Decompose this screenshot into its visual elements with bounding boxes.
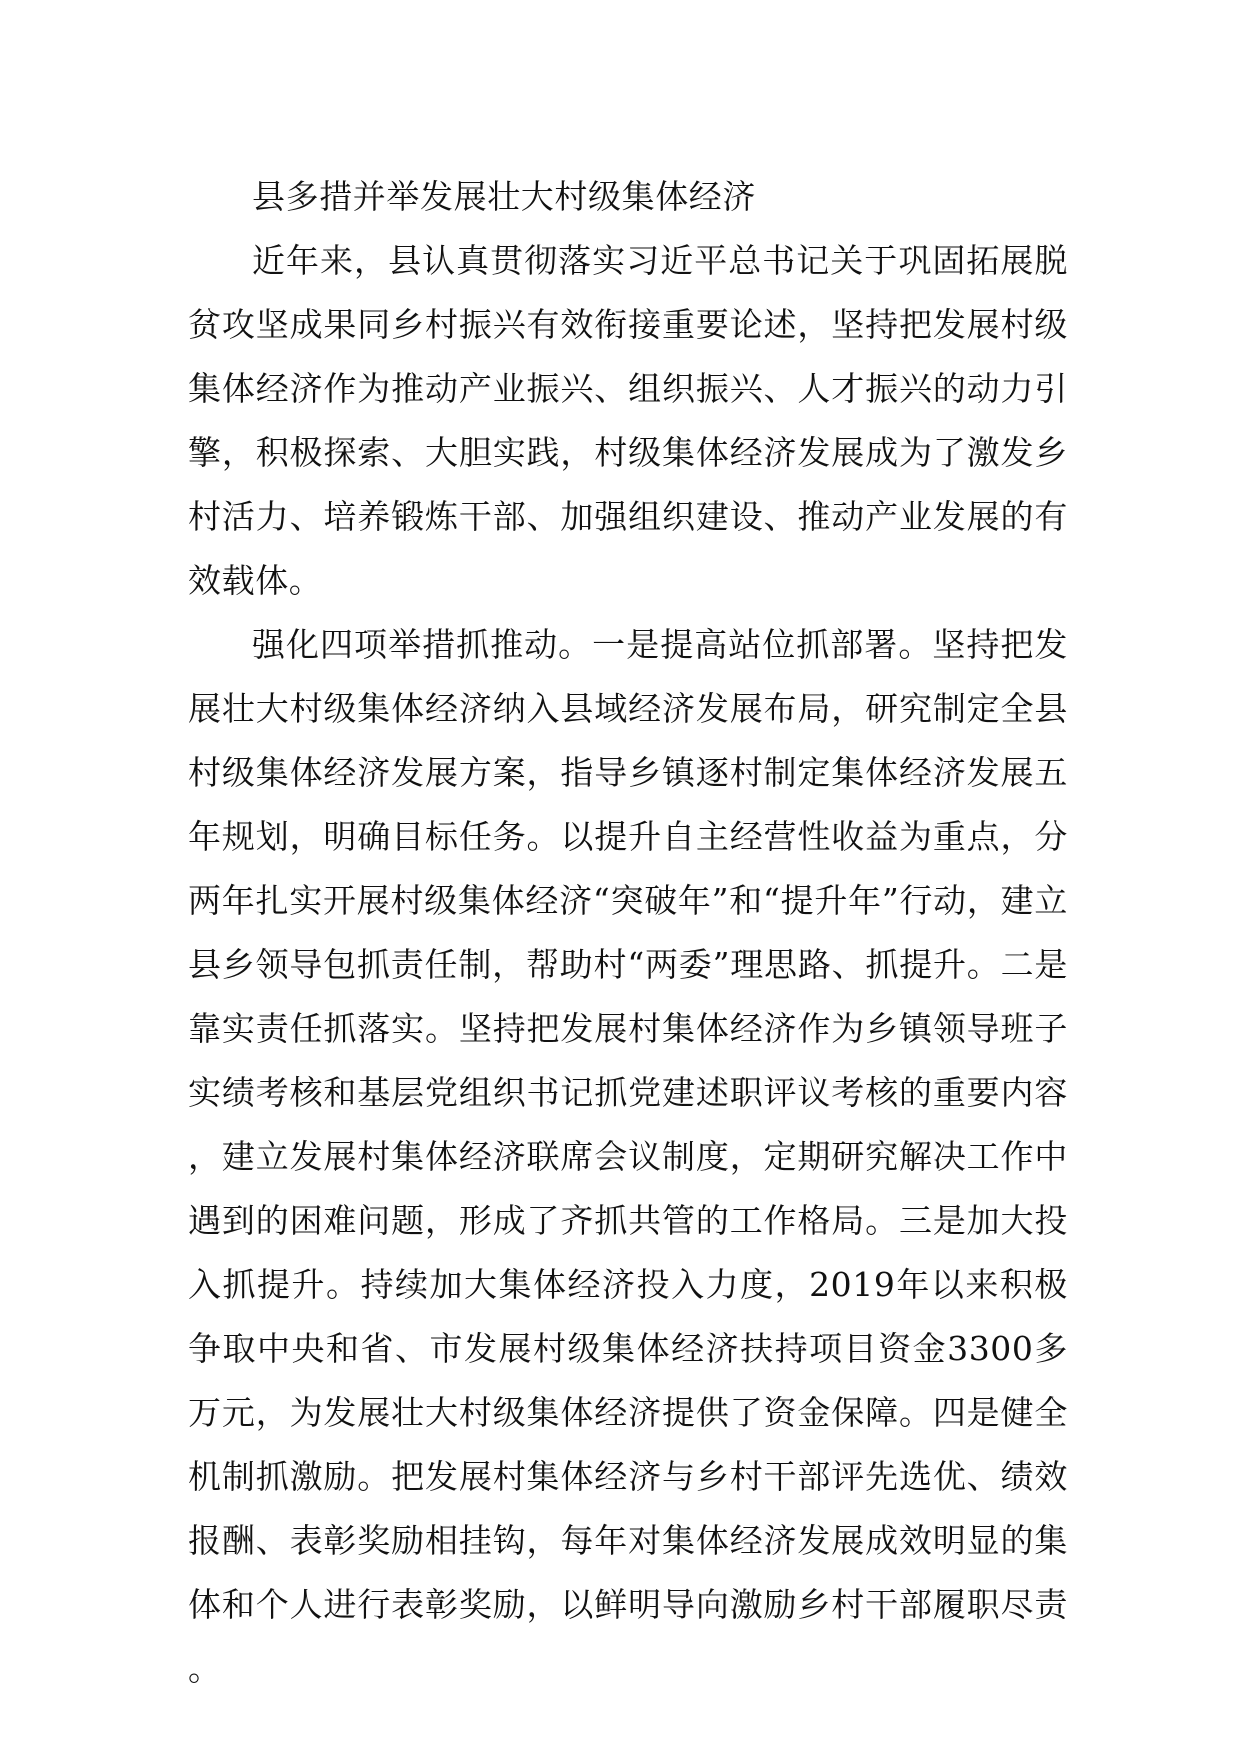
paragraph-measures: 强化四项举措抓推动。一是提高站位抓部署。坚持把发展壮大村级集体经济纳入县域经济发展布局，研究制定全县村级集体经济发展方案，指导乡镇逐村制定集体经济发展五年规划，明确目标任务。以提升自主经营性收益为重点，分两年扎实开展村级集体经济“突破年”和“提升年”行动，建立县乡领导包抓责任制，帮助村“两委”理思路、抓提升。二是靠实责任抓落实。坚持把发展村集体经济作为乡镇领导班子实绩考核和基层党组织书记抓党建述职评议考核的重要内容，建立发展村集体经济联席会议制度，定期研究解决工作中遇到的困难问题，形成了齐抓共管的工作格局。三是加大投入抓提升。持续加大集体经济投入力度，2019年以来积极争取中央和省、市发展村级集体经济扶持项目资金3300多万元，为发展壮大村级集体经济提供了资金保障。四是健全机制抓激励。把发展村集体经济与乡村干部评先选优、绩效报酬、表彰奖励相挂钩，每年对集体经济发展成效明显的集体和个人进行表彰奖励，以鲜明导向激励乡村干部履职尽责。 [188, 625, 1068, 1688]
document-title: 县多措并举发展壮大村级集体经济 [252, 177, 756, 216]
document-body [188, 165, 1068, 1701]
paragraph-intro: 近年来，县认真贯彻落实习近平总书记关于巩固拓展脱贫攻坚成果同乡村振兴有效衔接重要论述，坚持把发展村级集体经济作为推动产业振兴、组织振兴、人才振兴的动力引擎，积极探索、大胆实践，村级集体经济发展成为了激发乡村活力、培养锻炼干部、加强组织建设、推动产业发展的有效载体。 [188, 241, 1068, 600]
